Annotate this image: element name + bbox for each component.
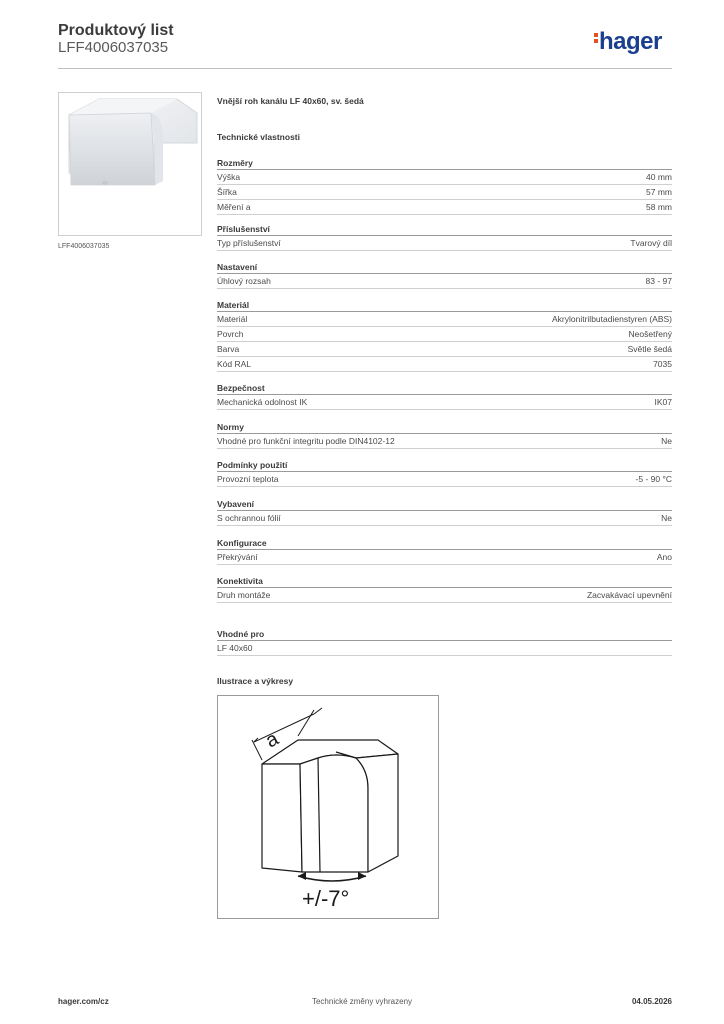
row-value: 7035	[653, 359, 672, 369]
row-value: Tvarový díl	[630, 238, 672, 248]
footer-notice: Technické změny vyhrazeny	[311, 997, 413, 1006]
technical-properties-title: Technické vlastnosti	[217, 132, 300, 142]
row-value: IK07	[654, 397, 672, 407]
footer-date: 04.05.2026	[631, 997, 672, 1006]
illustrations-title: Ilustrace a výkresy	[217, 676, 294, 686]
row-value: Ne	[661, 436, 672, 446]
row-value: 40 mm	[646, 172, 672, 182]
section-title: Materiál	[217, 299, 672, 312]
section-safety	[217, 382, 672, 410]
table-row	[217, 357, 672, 372]
row-label: Šířka	[217, 187, 237, 197]
row-value: Akrylonitrilbutadienstyren (ABS)	[552, 314, 672, 324]
row-label: LF 40x60	[217, 643, 253, 653]
thumbnail-caption: LFF4006037035	[58, 243, 110, 250]
technical-drawing	[217, 695, 439, 919]
table-row	[217, 312, 672, 327]
row-label: S ochrannou fólií	[217, 513, 281, 523]
row-value: 58 mm	[646, 202, 672, 212]
dimension-label: a	[262, 727, 283, 753]
row-value: Ne	[661, 513, 672, 523]
row-label: Překrývání	[217, 552, 258, 562]
table-row	[217, 588, 672, 603]
section-equipment	[217, 498, 672, 526]
section-configuration	[217, 537, 672, 565]
table-row	[217, 641, 672, 656]
logo-dots-icon	[594, 33, 598, 45]
product-thumbnail	[58, 92, 202, 236]
row-label: Povrch	[217, 329, 244, 339]
row-value: Ano	[656, 552, 672, 562]
row-label: Výška	[217, 172, 241, 182]
section-accessories	[217, 223, 672, 251]
table-row	[217, 511, 672, 526]
corner-drawing-icon	[218, 696, 438, 918]
product-name: Vnější roh kanálu LF 40x60, sv. šedá	[217, 96, 364, 106]
row-label: Vhodné pro funkční integritu podle DIN4102-12	[217, 436, 395, 446]
table-row	[217, 434, 672, 449]
header-divider	[58, 68, 672, 69]
section-title: Podmínky použití	[217, 459, 672, 472]
table-row	[217, 274, 672, 289]
table-row	[217, 472, 672, 487]
row-value: Neošetřený	[628, 329, 672, 339]
section-title: Bezpečnost	[217, 382, 672, 395]
section-title: Vhodné pro	[217, 628, 672, 641]
row-value: Světle šedá	[627, 344, 672, 354]
row-label: Provozní teplota	[217, 474, 279, 484]
section-title: Vybavení	[217, 498, 672, 511]
row-label: Typ příslušenství	[217, 238, 281, 248]
section-material	[217, 299, 672, 372]
table-row	[217, 185, 672, 200]
table-row	[217, 200, 672, 215]
page-title: Produktový list	[58, 22, 174, 39]
row-label: Materiál	[217, 314, 248, 324]
hager-logo	[594, 28, 662, 56]
section-title: Příslušenství	[217, 223, 672, 236]
section-settings	[217, 261, 672, 289]
section-title: Konektivita	[217, 575, 672, 588]
table-row	[217, 236, 672, 251]
product-code: LFF4006037035	[58, 39, 169, 56]
section-dimensions	[217, 157, 672, 215]
row-value: -5 - 90 °C	[635, 474, 672, 484]
row-value: Zacvakávací upevnění	[586, 590, 672, 600]
section-title: Konfigurace	[217, 537, 672, 550]
row-label: Kód RAL	[217, 359, 252, 369]
section-suitable-for	[217, 628, 672, 656]
section-title: Nastavení	[217, 261, 672, 274]
logo-text: hager	[599, 28, 662, 55]
section-title: Rozměry	[217, 157, 672, 170]
row-label: Úhlový rozsah	[217, 276, 271, 286]
table-row	[217, 395, 672, 410]
table-row	[217, 550, 672, 565]
row-value: 57 mm	[646, 187, 672, 197]
section-standards	[217, 421, 672, 449]
section-connectivity	[217, 575, 672, 603]
section-conditions-of-use	[217, 459, 672, 487]
row-label: Barva	[217, 344, 240, 354]
footer-website[interactable]: hager.com/cz	[58, 997, 109, 1006]
row-label: Druh montáže	[217, 590, 271, 600]
row-value: 83 - 97	[645, 276, 672, 286]
angle-label: +/-7°	[302, 886, 350, 911]
product-photo-icon	[59, 93, 202, 236]
table-row	[217, 327, 672, 342]
table-row	[217, 342, 672, 357]
row-label: Mechanická odolnost IK	[217, 397, 308, 407]
product-heading-block	[217, 96, 672, 142]
row-label: Měření a	[217, 202, 251, 212]
table-row	[217, 170, 672, 185]
section-title: Normy	[217, 421, 672, 434]
